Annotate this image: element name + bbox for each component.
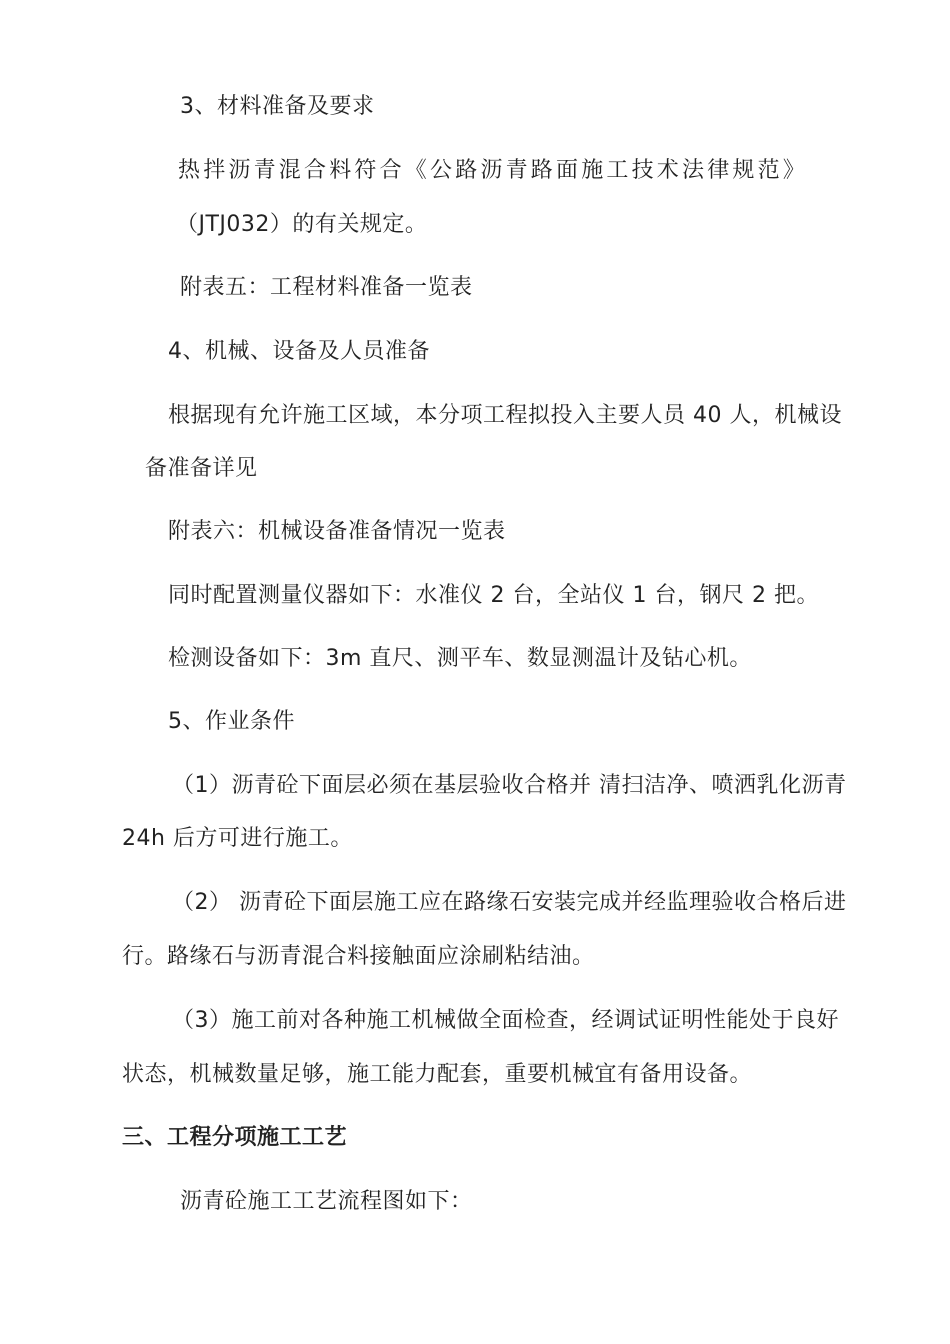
appendix-5-reference: 附表五：工程材料准备一览表 [180,275,473,300]
section-4-heading: 4、机械、设备及人员准备 [168,339,430,364]
condition-3-line-1: （3）施工前对各种施工机械做全面检查，经调试证明性能处于良好 [172,1008,839,1033]
section-4-paragraph-line-2: 备准备详见 [145,456,258,481]
section-4-paragraph-line-1: 根据现有允许施工区域，本分项工程拟投入主要人员 40 人，机械设 [168,403,842,428]
section-3-paragraph-line-2: （JTJ032）的有关规定。 [176,212,428,237]
section-5-heading: 5、作业条件 [168,709,295,734]
testing-equipment-text: 检测设备如下：3m 直尺、测平车、数显测温计及钻心机。 [168,646,752,671]
appendix-6-reference: 附表六：机械设备准备情况一览表 [168,519,506,544]
condition-2-line-2: 行。路缘石与沥青混合料接触面应涂刷粘结油。 [122,944,595,969]
survey-instruments-text: 同时配置测量仪器如下：水准仪 2 台，全站仪 1 台，钢尺 2 把。 [168,583,819,608]
condition-3-line-2: 状态，机械数量足够，施工能力配套，重要机械宜有备用设备。 [122,1062,753,1087]
section-3-paragraph-line-1: 热拌沥青混合料符合《公路沥青路面施工技术法律规范》 [178,158,809,183]
chapter-3-heading: 三、工程分项施工工艺 [122,1125,348,1150]
section-3-heading: 3、材料准备及要求 [180,94,375,119]
condition-1-line-2: 24h 后方可进行施工。 [122,826,353,851]
condition-2-line-1: （2） 沥青砼下面层施工应在路缘石安装完成并经监理验收合格后进 [172,890,847,915]
flowchart-intro-text: 沥青砼施工工艺流程图如下： [180,1189,473,1214]
condition-1-line-1: （1）沥青砼下面层必须在基层验收合格并 清扫洁净、喷洒乳化沥青 [172,773,847,798]
